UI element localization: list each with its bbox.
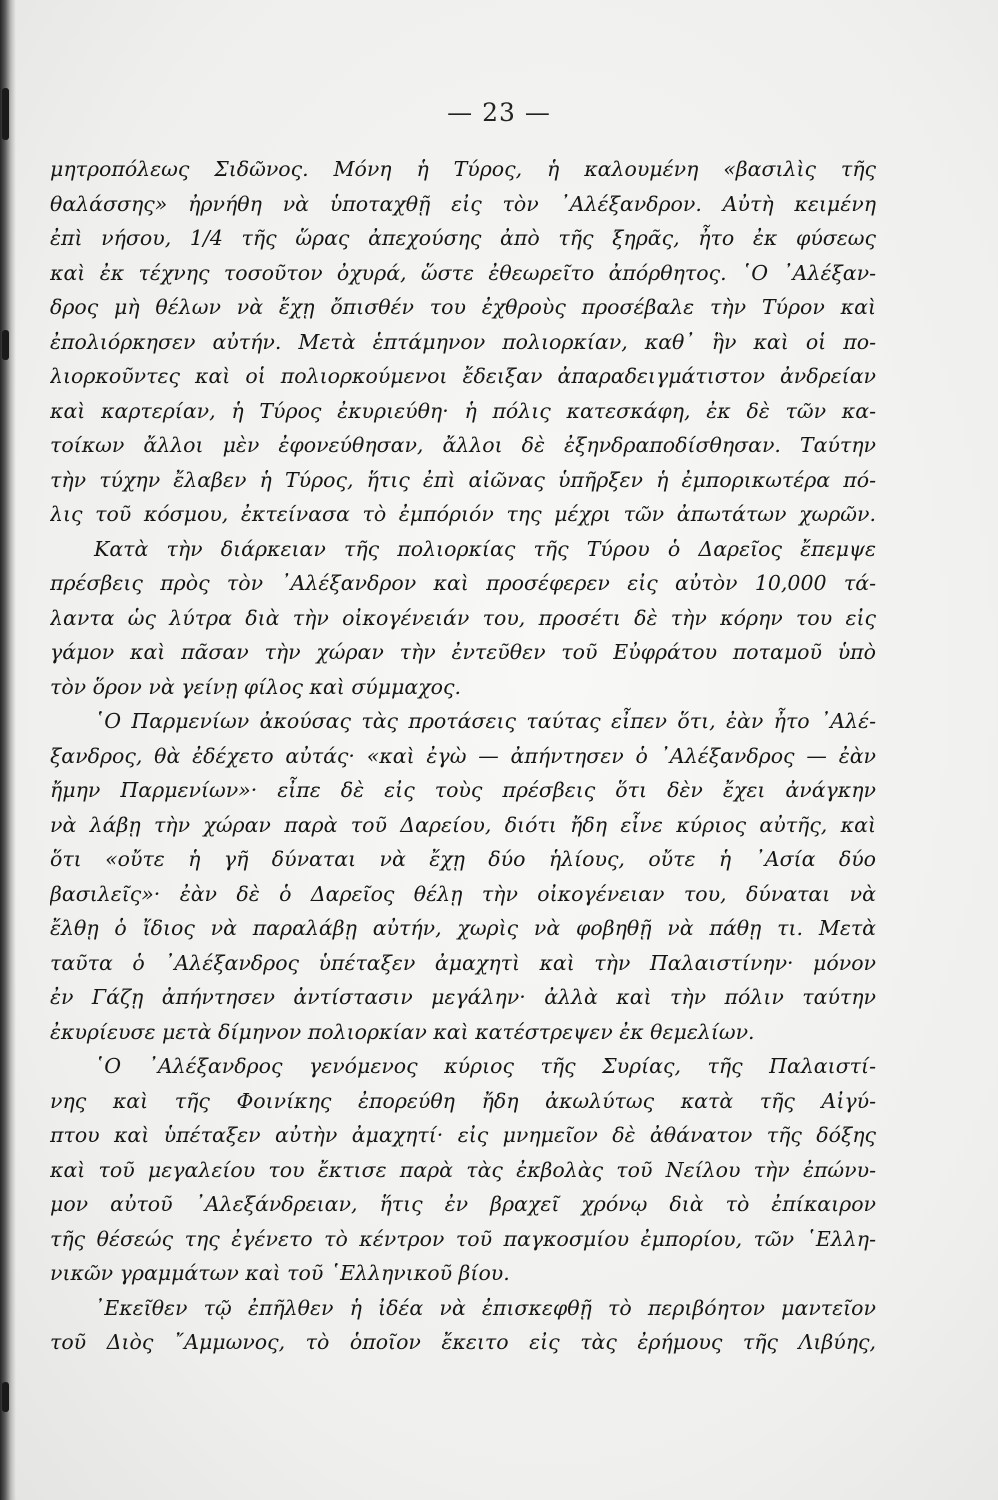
binding-mark-lower — [2, 1382, 9, 1412]
text-line: ἤμην Παρμενίων»· εἶπε δὲ εἰς τοὺς πρέσβεις ὅτι δὲν ἔχει ἀνάγκην — [50, 778, 876, 802]
text-line: ἐν Γάζῃ ἀπήντησεν ἀντίστασιν μεγάλην· ἀλλὰ καὶ τὴν πόλιν ταύτην — [50, 985, 876, 1009]
text-line: τοῦ Διὸς ῎Αμμωνος, τὸ ὁποῖον ἔκειτο εἰς τὰς ἐρήμους τῆς Λιβύης, — [50, 1330, 876, 1354]
binding-mark-upper — [2, 330, 9, 360]
text-line: ἐκυρίευσε μετὰ δίμηνον πολιορκίαν καὶ κατέστρεψεν ἐκ θεμελίων. — [50, 1019, 755, 1044]
text-line: ταῦτα ὁ ᾿Αλέξανδρος ὑπέταξεν ἀμαχητὶ καὶ τὴν Παλαιστίνην· μόνον — [50, 950, 876, 975]
text-line: λαντα ὡς λύτρα διὰ τὴν οἰκογένειάν του, προσέτι δὲ τὴν κόρην του εἰς — [50, 605, 876, 630]
text-line: ἔλθῃ ὁ ἴδιος νὰ παραλάβῃ αὐτήν, χωρὶς νὰ φοβηθῇ νὰ πάθῃ τι. Μετὰ — [50, 916, 876, 940]
text-line: μητροπόλεως Σιδῶνος. Μόνη ἡ Τύρος, ἡ καλουμένη «βασιλὶς τῆς — [50, 157, 876, 181]
text-line: λις τοῦ κόσμου, ἐκτείνασα τὸ ἐμπόριόν της μέχρι τῶν ἀπωτάτων χωρῶν. — [50, 502, 876, 526]
text-line: καὶ τοῦ μεγαλείου του ἔκτισε παρὰ τὰς ἐκβολὰς τοῦ Νείλου τὴν ἐπώνυ- — [50, 1157, 876, 1182]
text-line: ῾Ο Παρμενίων ἀκούσας τὰς προτάσεις ταύτας εἶπεν ὅτι, ἐὰν ἦτο ᾿Αλέ- — [94, 709, 876, 733]
text-line: ἐπολιόρκησεν αὐτήν. Μετὰ ἑπτάμηνον πολιορκίαν, καθ᾿ ἣν καὶ οἱ πο- — [50, 329, 876, 354]
text-line: τὸν ὅρον νὰ γείνῃ φίλος καὶ σύμμαχος. — [50, 674, 462, 699]
text-line: καὶ καρτερίαν, ἡ Τύρος ἐκυριεύθη· ἡ πόλις κατεσκάφη, ἐκ δὲ τῶν κα- — [50, 398, 876, 423]
text-line: πτου καὶ ὑπέταξεν αὐτὴν ἀμαχητί· εἰς μνημεῖον δὲ ἀθάνατον τῆς δόξης — [50, 1123, 876, 1147]
text-line: ᾿Εκεῖθεν τῷ ἐπῆλθεν ἡ ἰδέα νὰ ἐπισκεφθῇ τὸ περιβόητον μαντεῖον — [94, 1295, 876, 1320]
text-line: ξανδρος, θὰ ἐδέχετο αὐτάς· «καὶ ἐγὼ — ἀπήντησεν ὁ ᾿Αλέξανδρος — ἐὰν — [50, 743, 876, 768]
text-line: λιορκοῦντες καὶ οἱ πολιορκούμενοι ἔδειξαν ἀπαραδειγμάτιστον ἀνδρείαν — [50, 364, 876, 388]
text-line: ὅτι «οὔτε ἡ γῆ δύναται νὰ ἔχῃ δύο ἡλίους, οὔτε ἡ ᾿Ασία δύο — [50, 847, 876, 871]
text-line: νικῶν γραμμάτων καὶ τοῦ ῾Ελληνικοῦ βίου. — [50, 1261, 510, 1285]
text-line: τῆς θέσεώς της ἐγένετο τὸ κέντρον τοῦ παγκοσμίου ἐμπορίου, τῶν ῾Ελλη- — [50, 1226, 876, 1251]
text-line: νης καὶ τῆς Φοινίκης ἐπορεύθη ἤδη ἀκωλύτως κατὰ τῆς Αἰγύ- — [50, 1088, 876, 1113]
text-line: μον αὐτοῦ ᾿Αλεξάνδρειαν, ἥτις ἐν βραχεῖ χρόνῳ διὰ τὸ ἐπίκαιρον — [50, 1192, 876, 1216]
text-line: γάμον καὶ πᾶσαν τὴν χώραν τὴν ἐντεῦθεν τοῦ Εὐφράτου ποταμοῦ ὑπὸ — [50, 640, 876, 664]
text-line: πρέσβεις πρὸς τὸν ᾿Αλέξανδρον καὶ προσέφερεν εἰς αὐτὸν 10,000 τά- — [50, 571, 876, 595]
text-line: δρος μὴ θέλων νὰ ἔχῃ ὄπισθέν του ἐχθροὺς προσέβαλε τὴν Τύρον καὶ — [50, 295, 876, 319]
text-line: ῾Ο ᾿Αλέξανδρος γενόμενος κύριος τῆς Συρίας, τῆς Παλαιστί- — [94, 1054, 876, 1078]
text-line: τὴν τύχην ἔλαβεν ἡ Τύρος, ἥτις ἐπὶ αἰῶνας ὑπῆρξεν ἡ ἐμπορικωτέρα πό- — [50, 467, 876, 492]
text-line: τοίκων ἄλλοι μὲν ἐφονεύθησαν, ἄλλοι δὲ ἐξηνδραποδίσθησαν. Ταύτην — [50, 433, 876, 457]
text-line: ἐπὶ νήσου, 1/4 τῆς ὥρας ἀπεχούσης ἀπὸ τῆς ξηρᾶς, ἦτο ἐκ φύσεως — [50, 226, 876, 250]
page-number: — 23 — — [447, 98, 551, 127]
text-line: θαλάσσης» ἠρνήθη νὰ ὑποταχθῇ εἰς τὸν ᾿Αλέξανδρον. Αὐτὴ κειμένη — [50, 191, 876, 216]
text-line: Κατὰ τὴν διάρκειαν τῆς πολιορκίας τῆς Τύρου ὁ Δαρεῖος ἔπεμψε — [94, 536, 876, 561]
book-binding-edge — [0, 0, 16, 1500]
body-text — [50, 152, 876, 1360]
text-line: νὰ λάβῃ τὴν χώραν παρὰ τοῦ Δαρείου, διότι ἤδη εἶνε κύριος αὐτῆς, καὶ — [50, 812, 876, 837]
text-line: βασιλεῖς»· ἐὰν δὲ ὁ Δαρεῖος θέλῃ τὴν οἰκογένειαν του, δύναται νὰ — [50, 881, 876, 906]
text-line: καὶ ἐκ τέχνης τοσοῦτον ὀχυρά, ὥστε ἐθεωρεῖτο ἀπόρθητος. ῾Ο ᾿Αλέξαν- — [50, 260, 876, 285]
